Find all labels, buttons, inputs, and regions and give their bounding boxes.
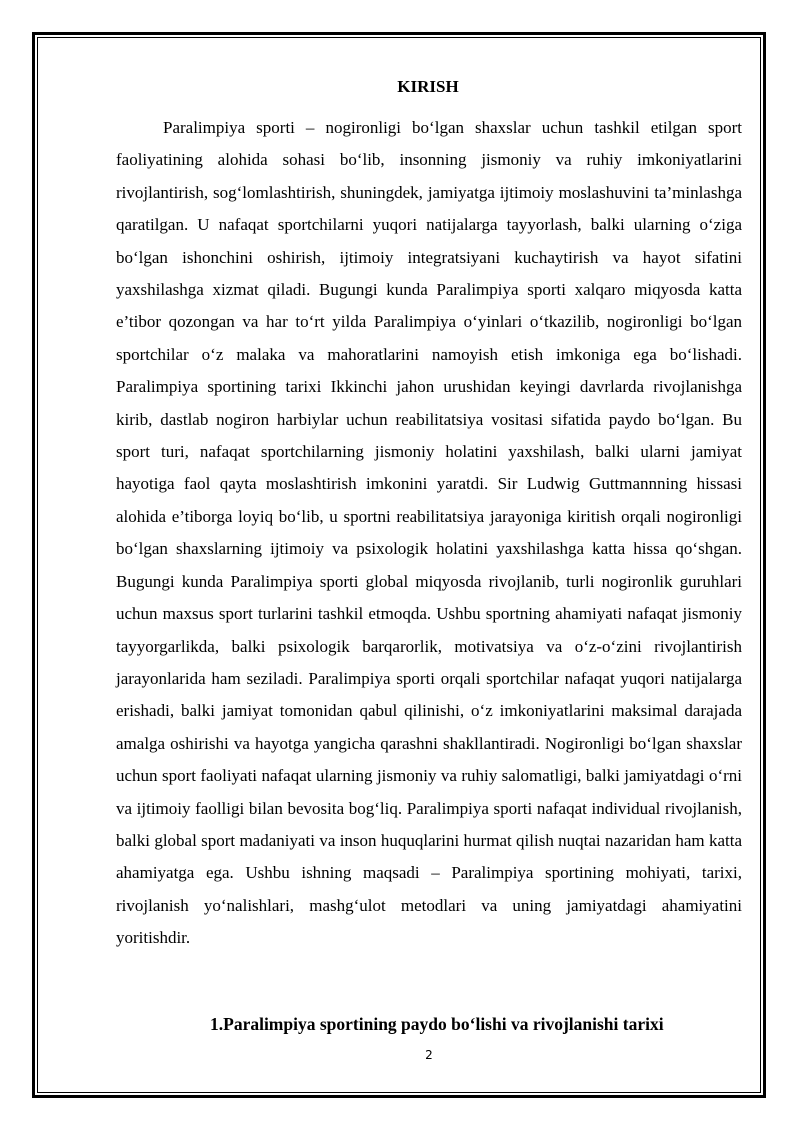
section-heading: 1.Paralimpiya sportining paydo bo‘lishi va rivojlanishi tarixi: [210, 1014, 664, 1034]
document-heading: KIRISH: [397, 77, 459, 96]
intro-paragraph: Paralimpiya sporti – nogironligi bo‘lgan shaxslar uchun tashkil etilgan sport faoliyatining alohida sohasi bo‘lib, insonning jismoniy va ruhiy imkoniyatlarini rivojlantirish, sog‘lomlashtirish, shuningdek, jamiyatga ijtimoiy moslashuvini ta’minlashga qaratilgan. U nafaqat sportchilarni yuqori natijalarga tayyorlash, balki ularning o‘ziga bo‘lgan ishonchini oshirish, ijtimoiy integratsiyani kuchaytirish va hayot sifatini yaxshilashga xizmat qiladi. Bugungi kunda Paralimpiya sporti xalqaro miqyosda katta e’tibor qozongan va har to‘rt yilda Paralimpiya o‘yinlari o‘tkazilib, nogironligi bo‘lgan sportchilar o‘z malaka va mahoratlarini namoyish etish imkoniga ega bo‘lishadi. Paralimpiya sportining tarixi Ikkinchi jahon urushidan keyingi davrlarda rivojlanishga kirib, dastlab nogiron harbiylar uchun reabilitatsiya vositasi sifatida paydo bo‘lgan. Bu sport turi, nafaqat sportchilarning jismoniy holatini yaxshilash, balki ularni jamiyat hayotiga faol qayta moslashtirish imkonini yaratdi. Sir Ludwig Guttmannning hissasi alohida e’tiborga loyiq bo‘lib, u sportni reabilitatsiya jarayoniga kiritish orqali nogironligi bo‘lgan shaxslarning ijtimoiy va psixologik holatini yaxshilashga katta hissa qo‘shgan. Bugungi kunda Paralimpiya sporti global miqyosda rivojlanib, turli nogironlik guruhlari uchun maxsus sport turlarini tashkil etmoqda. Ushbu sportning ahamiyati nafaqat jismoniy tayyorgarlikda, balki psixologik barqarorlik, motivatsiya va o‘z-o‘zini rivojlantirish jarayonlarida ham seziladi. Paralimpiya sporti orqali sportchilar nafaqat yuqori natijalarga erishadi, balki jamiyat tomonidan qabul qilinishi, o‘z imkoniyatlarini maksimal darajada amalga oshirishi va hayotga yangicha qarashni shakllantiradi. Nogironligi bo‘lgan shaxslar uchun sport faoliyati nafaqat ularning jismoniy va ruhiy salomatligi, balki jamiyatdagi o‘rni va ijtimoiy faolligi bilan bevosita bog‘liq. Paralimpiya sporti nafaqat individual rivojlanish, balki global sport madaniyati va inson huquqlarini hurmat qilish nuqtai nazaridan ham katta ahamiyatga ega. Ushbu ishning maqsadi – Paralimpiya sportining mohiyati, tarixi, rivojlanish yo‘nalishlari, mashg‘ulot metodlari va uning jamiyatdagi ahamiyatini yoritishdir.: [116, 118, 742, 948]
page-number: 2: [425, 1048, 433, 1062]
